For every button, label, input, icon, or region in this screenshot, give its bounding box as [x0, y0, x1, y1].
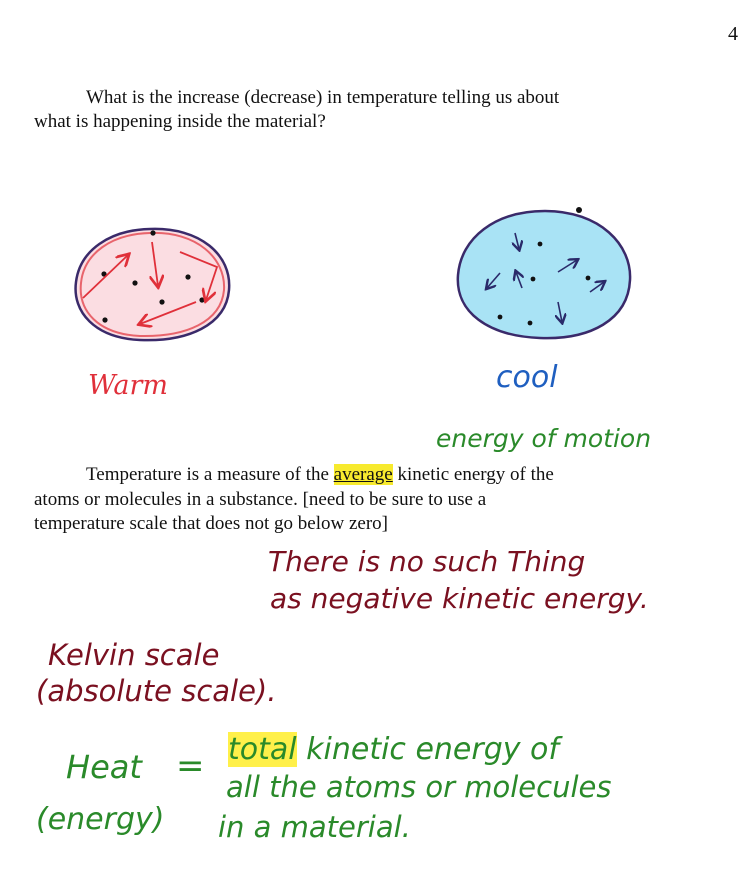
heat-definition-line-2: all the atoms or molecules — [226, 770, 612, 804]
particle — [150, 230, 155, 235]
definition-line-2: atoms or molecules in a substance. [need to be sure to use a — [34, 489, 487, 510]
cool-blob — [458, 211, 630, 338]
particle — [531, 277, 536, 282]
question-line-1: What is the increase (decrease) in temperature telling us about — [86, 87, 560, 108]
definition-line-3: temperature scale that does not go below zero] — [34, 513, 388, 534]
definition-before: Temperature is a measure of the — [86, 464, 329, 485]
particle — [586, 276, 591, 281]
cool-label: cool — [496, 360, 558, 395]
particle — [498, 315, 503, 320]
note-kelvin-line-1: Kelvin scale — [48, 638, 220, 672]
heat-highlight-total: total — [228, 732, 297, 767]
particle — [132, 280, 137, 285]
heat-label: Heat — [66, 748, 142, 786]
definition-line-1 — [86, 463, 554, 487]
particle — [102, 317, 107, 322]
note-negative-line-2: as negative kinetic energy. — [270, 582, 649, 615]
warm-label: Warm — [88, 370, 169, 401]
heat-energy-label: (energy) — [36, 802, 165, 837]
heat-definition-line-3: in a material. — [218, 810, 411, 844]
particle — [199, 297, 204, 302]
heat-definition-line-1 — [228, 732, 559, 767]
particle — [538, 242, 543, 247]
warm-container — [76, 229, 230, 340]
note-negative-line-1: There is no such Thing — [268, 545, 586, 578]
definition-after: kinetic energy of the — [397, 464, 554, 485]
heat-definition-rest: kinetic energy of — [306, 732, 559, 767]
particle — [576, 207, 582, 213]
particle — [528, 321, 533, 326]
particle — [159, 299, 164, 304]
particle — [185, 274, 190, 279]
note-kelvin-line-2: (absolute scale). — [36, 674, 277, 708]
energy-of-motion-annotation: energy of motion — [436, 424, 652, 453]
cool-container — [458, 207, 630, 338]
page-number: 4 — [728, 23, 738, 45]
definition-highlight-average: average — [333, 464, 393, 485]
heat-equals-sign: = — [176, 746, 205, 786]
question-line-2: what is happening inside the material? — [34, 111, 326, 132]
